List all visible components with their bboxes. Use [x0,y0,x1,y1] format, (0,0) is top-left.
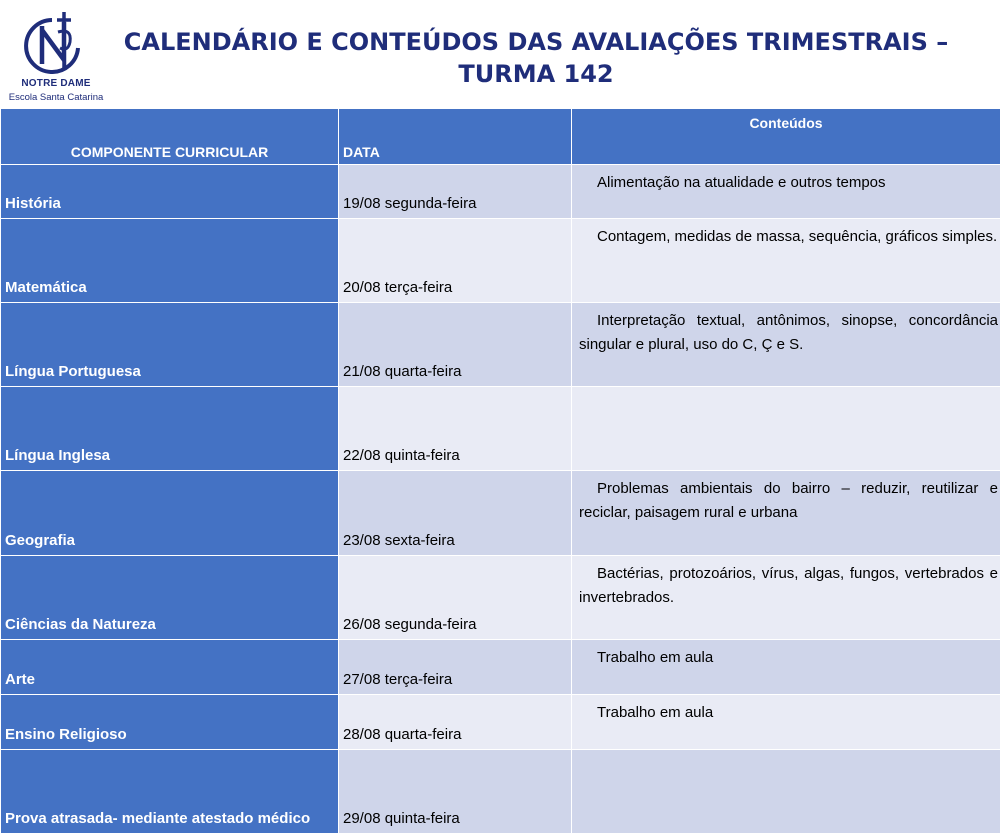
notre-dame-cross-icon [14,8,94,74]
table-row [1,219,1000,303]
header-date: DATA [339,109,572,165]
date-cell: 19/08 segunda-feira [339,165,572,219]
table-header-row [1,109,1000,165]
subject-cell: Língua Portuguesa [1,303,339,387]
subject-cell: Ensino Religioso [1,695,339,750]
date-cell: 20/08 terça-feira [339,219,572,303]
date-cell: 29/08 quinta-feira [339,750,572,834]
subject-cell: Arte [1,640,339,695]
content-cell [572,387,1000,471]
date-cell: 28/08 quarta-feira [339,695,572,750]
page-title [112,26,960,90]
title-line-2: TURMA 142 [112,58,960,90]
title-line-1: CALENDÁRIO E CONTEÚDOS DAS AVALIAÇÕES TRIMESTRAIS – [112,26,960,58]
date-cell: 27/08 terça-feira [339,640,572,695]
content-cell: Alimentação na atualidade e outros tempos [572,165,1000,219]
logo-name: NOTRE DAME [4,78,108,89]
content-cell: Interpretação textual, antônimos, sinopse, concordância singular e plural, uso do C, Ç e S. [572,303,1000,387]
table-row [1,695,1000,750]
date-cell: 26/08 segunda-feira [339,556,572,640]
table-row [1,303,1000,387]
header-subject: COMPONENTE CURRICULAR [1,109,339,165]
date-cell: 21/08 quarta-feira [339,303,572,387]
date-cell: 23/08 sexta-feira [339,471,572,556]
school-logo [4,8,104,104]
date-cell: 22/08 quinta-feira [339,387,572,471]
content-cell [572,750,1000,834]
table-row [1,471,1000,556]
subject-cell: Geografia [1,471,339,556]
subject-cell: Matemática [1,219,339,303]
logo-subtitle: Escola Santa Catarina [4,92,108,103]
table-row [1,640,1000,695]
table-row [1,165,1000,219]
subject-cell: Prova atrasada- mediante atestado médico [1,750,339,834]
schedule-table [0,108,1000,834]
content-cell: Trabalho em aula [572,640,1000,695]
page-header [0,0,1000,108]
content-cell: Trabalho em aula [572,695,1000,750]
subject-cell: Língua Inglesa [1,387,339,471]
table-row [1,750,1000,834]
table-row [1,387,1000,471]
content-cell: Contagem, medidas de massa, sequência, gráficos simples. [572,219,1000,303]
content-cell: Problemas ambientais do bairro – reduzir, reutilizar e reciclar, paisagem rural e urbana [572,471,1000,556]
subject-cell: História [1,165,339,219]
table-row [1,556,1000,640]
header-content: Conteúdos [572,109,1000,165]
content-cell: Bactérias, protozoários, vírus, algas, fungos, vertebrados e invertebrados. [572,556,1000,640]
subject-cell: Ciências da Natureza [1,556,339,640]
